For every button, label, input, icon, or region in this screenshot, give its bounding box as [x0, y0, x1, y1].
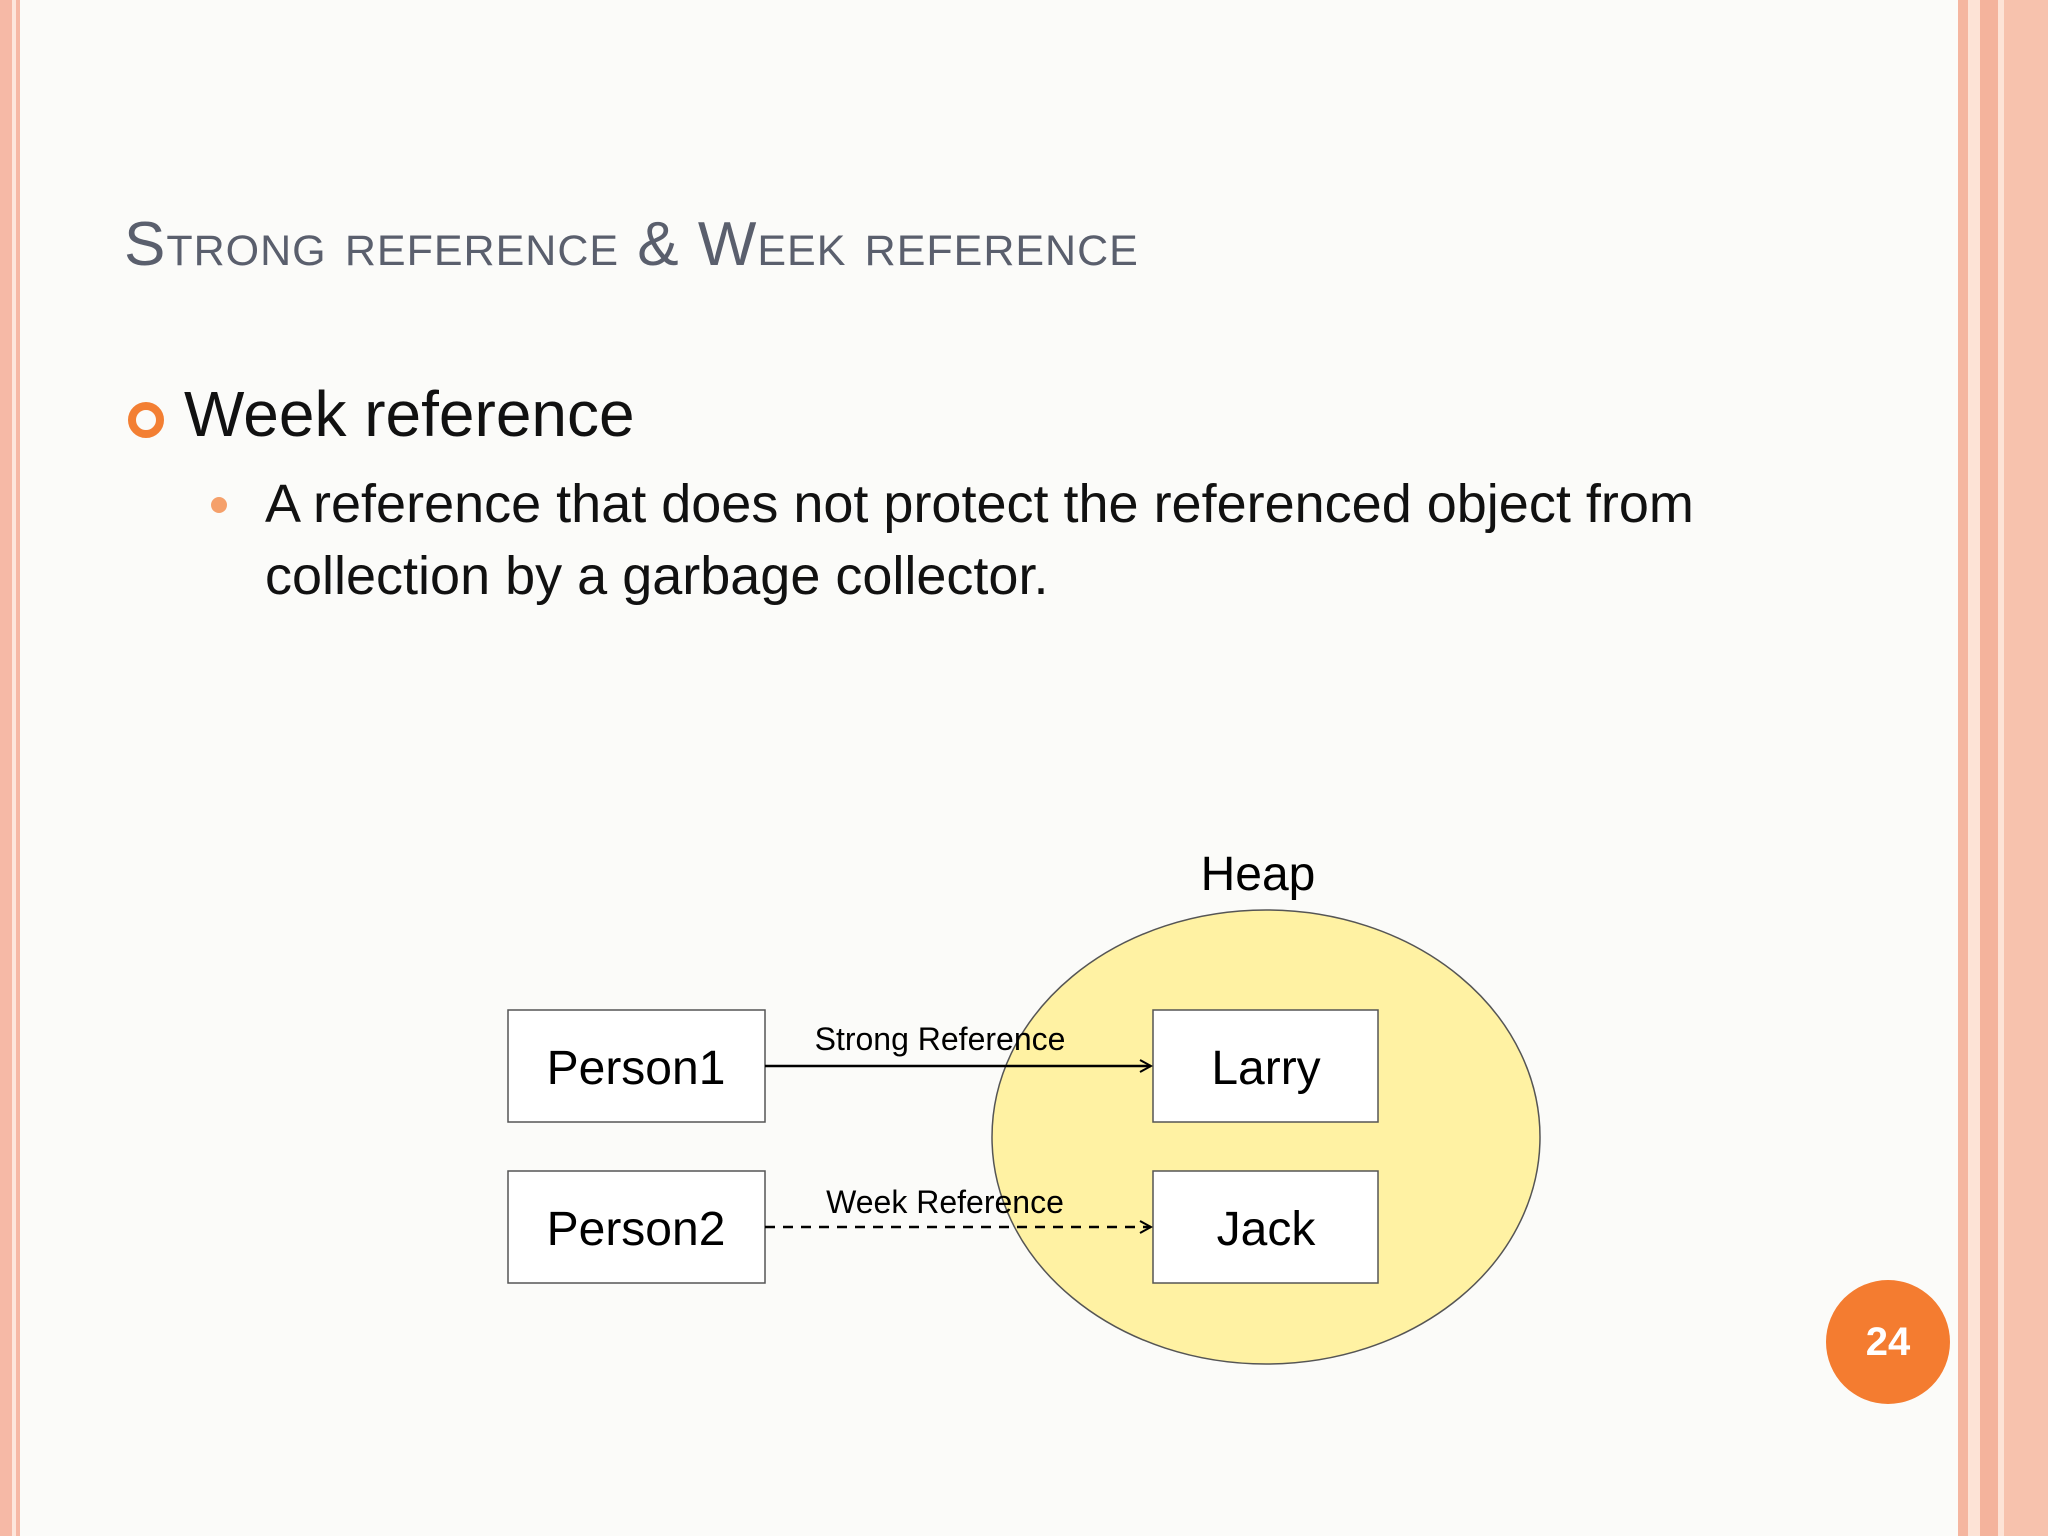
strong-reference-label: Strong Reference — [814, 1021, 1066, 1057]
bullet-level1-text: Week reference — [184, 378, 635, 450]
person2-label: Person2 — [546, 1203, 726, 1256]
person1-label: Person1 — [546, 1042, 726, 1095]
heap-label: Heap — [1200, 848, 1316, 901]
larry-label: Larry — [1211, 1042, 1321, 1095]
heap-ellipse — [992, 910, 1540, 1364]
week-reference-label: Week Reference — [826, 1184, 1064, 1220]
bullet-level2-text: A reference that does not protect the referenced object from collection by a garbage collector. — [265, 474, 1694, 606]
page-number-badge: 24 — [1826, 1280, 1950, 1404]
jack-label: Jack — [1216, 1203, 1316, 1256]
slide-title: Strong reference & Week reference — [124, 210, 1139, 279]
